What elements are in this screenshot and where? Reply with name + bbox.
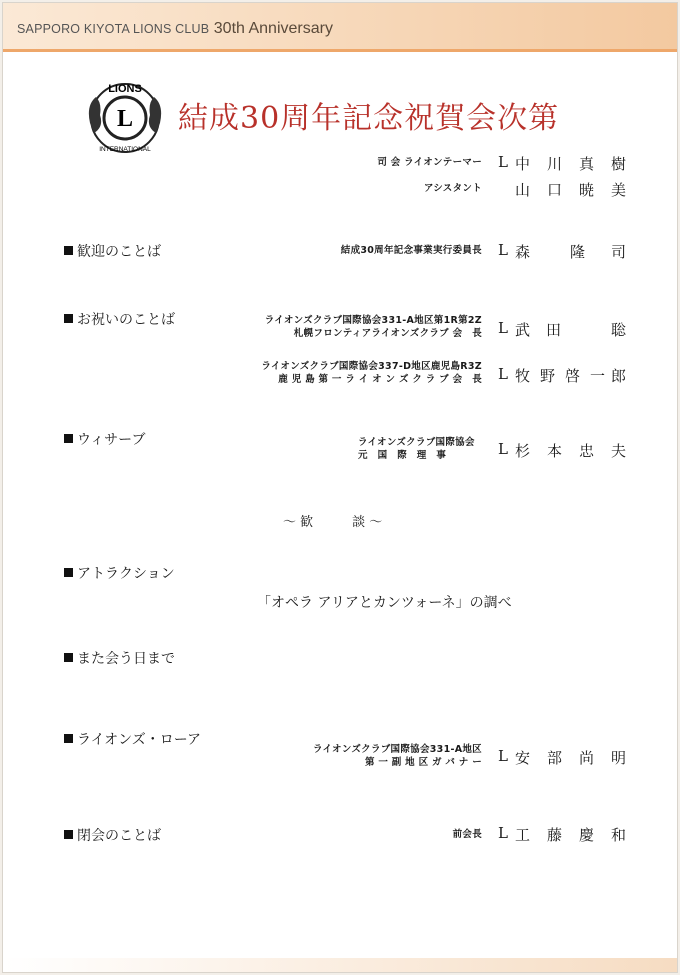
- assistant-role: アシスタント: [423, 183, 482, 194]
- lions-international-emblem-icon: [80, 75, 170, 161]
- closing-role: 前会長: [452, 829, 482, 840]
- attraction-text: 「オペラ アリアとカンツォーネ」の調べ: [257, 595, 512, 611]
- l-mark: L: [498, 824, 508, 842]
- header-accent-line: [3, 49, 677, 52]
- welcome-name: 森 隆 司: [515, 243, 626, 261]
- l-mark: L: [498, 153, 508, 171]
- section-congratulations: お祝いのことば: [64, 309, 175, 329]
- section-attraction: アトラクション: [64, 563, 175, 583]
- logo-bottom-text: INTERNATIONAL: [99, 146, 151, 153]
- section-lions-roar: ライオンズ・ローア: [64, 729, 201, 749]
- header-text: [17, 20, 333, 38]
- logo-letter: L: [116, 106, 134, 132]
- wisarb-role: ライオンズクラブ国際協会 元 国 際 理 事: [358, 437, 475, 461]
- club-name: SAPPORO KIYOTA LIONS CLUB: [17, 22, 210, 36]
- wisarb-name: 杉 本 忠 夫: [515, 442, 626, 460]
- lions-roar-role: ライオンズクラブ国際協会331-A地区 第 一 副 地 区 ガ バ ナ ー: [313, 744, 482, 768]
- congrats1-role: ライオンズクラブ国際協会331-A地区第1R第2Z 札幌フロンティアライオンズクラブ 会 長: [264, 315, 482, 339]
- l-mark: L: [498, 241, 508, 259]
- mc-role: 司 会 ライオンテーマー: [377, 157, 482, 168]
- welcome-role: 結成30周年記念事業実行委員長: [340, 245, 482, 256]
- section-until-again: また会う日まで: [64, 648, 175, 668]
- lions-roar-name: 安 部 尚 明: [515, 749, 626, 767]
- congrats2-name: 牧 野 啓 一 郎: [515, 367, 626, 385]
- logo-top-text: LIONS: [108, 83, 142, 95]
- assistant-name: 山 口 暁 美: [515, 181, 626, 199]
- l-mark: L: [498, 365, 508, 383]
- closing-name: 工 藤 慶 和: [515, 826, 626, 844]
- l-mark: L: [498, 319, 508, 337]
- section-closing: 閉会のことば: [64, 825, 161, 845]
- footer-band: [3, 958, 677, 972]
- page-title: 結成30周年記念祝賀会次第: [178, 101, 560, 136]
- section-we-serve: ウィサーブ: [64, 429, 145, 449]
- anniversary-label: 30th Anniversary: [213, 20, 333, 37]
- congrats2-role: ライオンズクラブ国際協会337-D地区鹿児島R3Z 鹿 児 島 第 一 ラ イ オ ン ズ ク ラ ブ 会 長: [261, 361, 482, 385]
- congrats1-name: 武 田 聡: [515, 321, 626, 339]
- kandan-break: ～ 歓 談 ～: [283, 515, 383, 530]
- l-mark: L: [498, 440, 508, 458]
- program-page: [2, 2, 678, 973]
- l-mark: L: [498, 747, 508, 765]
- section-welcome: 歓迎のことば: [64, 241, 161, 261]
- mc-name: 中 川 真 樹: [515, 155, 626, 173]
